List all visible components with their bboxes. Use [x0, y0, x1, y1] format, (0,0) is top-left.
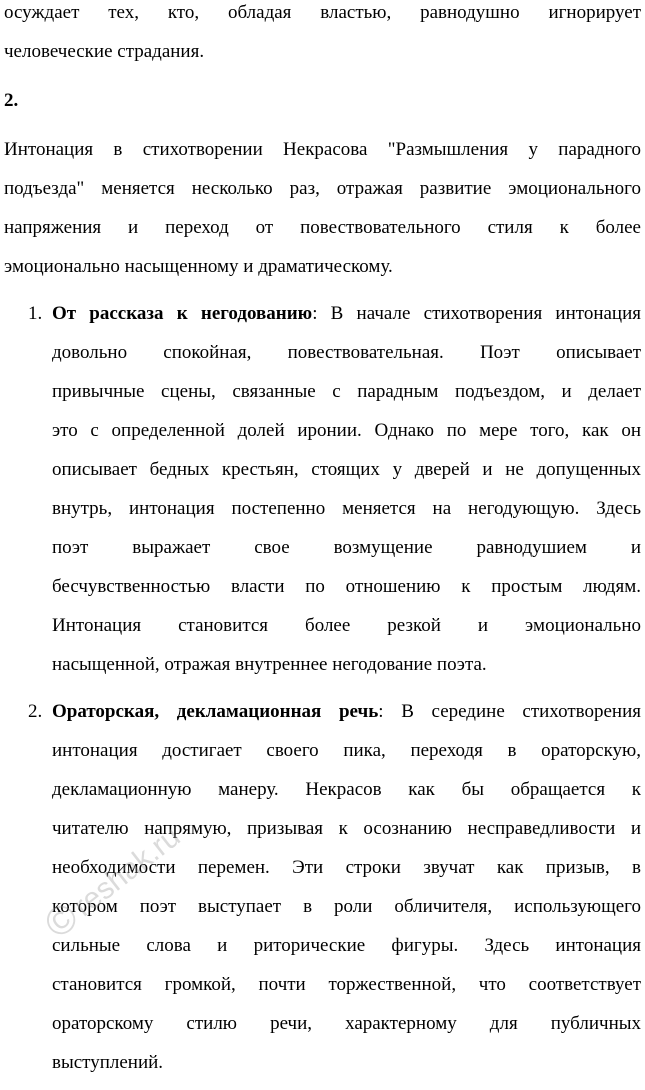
text-line: описывает бедных крестьян, стоящих у дверей и не допущенных: [52, 459, 641, 480]
text-line: становится громкой, почти торжественной, что соответствует: [52, 974, 641, 995]
top-paragraph: [4, 0, 641, 71]
list-item-title: От рассказа к негодованию: [52, 303, 313, 324]
text-line: довольно спокойная, повествовательная. Поэт описывает: [52, 342, 641, 363]
text-line: необходимости перемен. Эти строки звучат как призыв, в: [52, 857, 641, 878]
text-line: Интонация становится более резкой и эмоционально: [52, 615, 641, 636]
text-line: читателю напрямую, призывая к осознанию несправедливости и: [52, 818, 641, 839]
text-line: котором поэт выступает в роли обличителя, использующего: [52, 896, 641, 917]
text-line: насыщенной, отражая внутреннее негодование поэта.: [52, 654, 487, 675]
intro-paragraph: [4, 130, 641, 286]
text-line: декламационную манеру. Некрасов как бы обращается к: [52, 779, 641, 800]
text-line: поэт выражает свое возмущение равнодушием и: [52, 537, 641, 558]
text-line: ораторскому стилю речи, характерному для публичных: [52, 1013, 641, 1034]
numbered-list: [4, 294, 641, 1082]
list-item-number: 2.: [28, 701, 43, 722]
list-item-first-line-rest: : В середине стихотворения: [378, 701, 641, 722]
watermark-symbol: ©: [36, 894, 87, 948]
text-line: эмоционально насыщенному и драматическому.: [4, 256, 393, 277]
text-line: Интонация в стихотворении Некрасова "Размышления у парадного: [4, 139, 641, 160]
list-item: [4, 294, 641, 684]
text-line: привычные сцены, связанные с парадным подъездом, и делает: [52, 381, 641, 402]
list-item-first-line: [52, 692, 641, 731]
text-line: выступлений.: [52, 1052, 164, 1073]
watermark-text: reshak.ru: [67, 820, 187, 924]
text-line: сильные слова и риторические фигуры. Здесь интонация: [52, 935, 641, 956]
text-line: осуждает тех, кто, обладая властью, равнодушно игнорирует: [4, 2, 641, 23]
list-item-first-line: [52, 294, 641, 333]
section-number: 2.: [4, 90, 19, 111]
text-line: внутрь, интонация постепенно меняется на негодующую. Здесь: [52, 498, 641, 519]
text-line: интонация достигает своего пика, переходя в ораторскую,: [52, 740, 641, 761]
text-line: напряжения и переход от повествовательного стиля к более: [4, 217, 641, 238]
text-line: это с определенной долей иронии. Однако по мере того, как он: [52, 420, 641, 441]
list-item-first-line-rest: : В начале стихотворения интонация: [312, 303, 641, 324]
list-item-number: 1.: [28, 303, 43, 324]
text-line: бесчувственностью власти по отношению к простым людям.: [52, 576, 641, 597]
list-item: [4, 692, 641, 1082]
text-line: человеческие страдания.: [4, 41, 205, 62]
list-item-title: Ораторская, декламационная речь: [52, 701, 379, 722]
text-line: подъезда" меняется несколько раз, отражая развитие эмоционального: [4, 178, 641, 199]
